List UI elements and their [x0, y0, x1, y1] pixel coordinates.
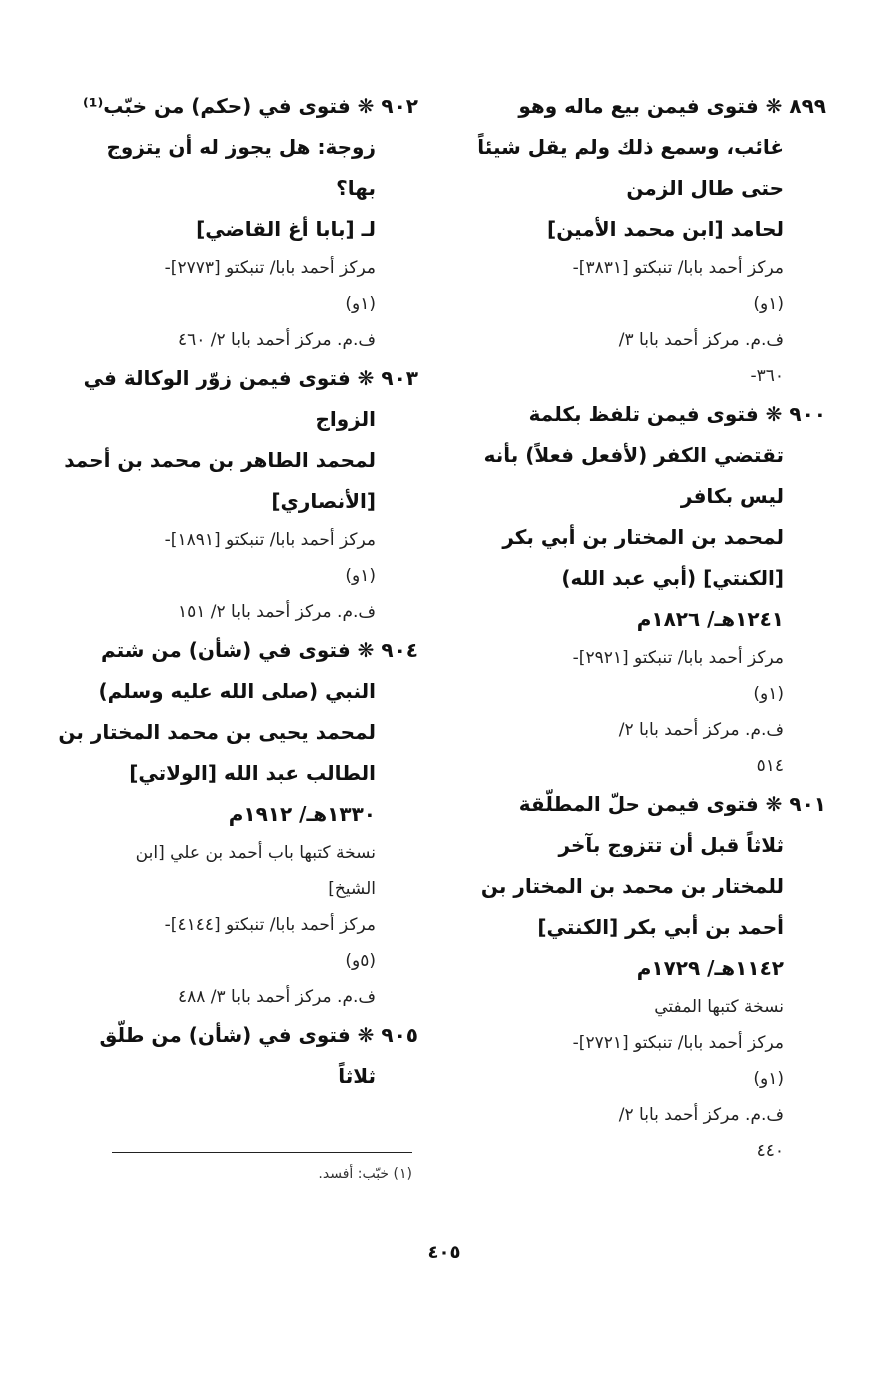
catalog-entry — [466, 394, 826, 784]
entry-title-line: ٩٠٠ ❋ فتوى فيمن تلفظ بكلمة — [528, 402, 826, 426]
entry-title-line: الزواج — [315, 407, 376, 431]
entry-author-line: ١٢٤١هـ/ ١٨٢٦م — [636, 607, 784, 631]
entry-title-line: حتى طال الزمن — [626, 176, 784, 200]
catalog-entry — [70, 86, 418, 358]
entry-title-line: زوجة: هل يجوز له أن يتزوج — [106, 135, 376, 159]
entry-manuscript-line: مركز أحمد بابا/ تنبكتو [٣٨٣١]- — [572, 258, 784, 278]
catalog-entry — [466, 784, 826, 1169]
column-right — [466, 86, 826, 1169]
entry-author-line: لمحمد يحيى بن محمد المختار بن — [58, 720, 376, 744]
entry-author-line: الطالب عبد الله [الولاتي] — [129, 761, 376, 785]
entry-author-line: للمختار بن محمد بن المختار بن — [480, 874, 784, 898]
entry-title-line: النبي (صلى الله عليه وسلم) — [98, 679, 376, 703]
entry-reference-line: ف.م. مركز أحمد بابا ٢/ — [618, 720, 784, 740]
entry-title-line: ٩٠٢ ❋ فتوى في (حكم) من خبّب⁽¹⁾ — [82, 94, 418, 118]
entry-manuscript-line: مركز أحمد بابا/ تنبكتو [١٨٩١]- — [164, 530, 376, 550]
entry-title-line: ثلاثاً — [338, 1064, 376, 1088]
entry-title-line: ٩٠٤ ❋ فتوى في (شأن) من شتم — [100, 638, 418, 662]
entry-reference-line: ف.م. مركز أحمد بابا ٢/ ١٥١ — [177, 602, 376, 622]
entry-reference-line: ف.م. مركز أحمد بابا ٢/ — [618, 1105, 784, 1125]
entry-title-line: ٩٠١ ❋ فتوى فيمن حلّ المطلّقة — [518, 792, 826, 816]
entry-reference-line: ف.م. مركز أحمد بابا ٢/ ٤٦٠ — [177, 330, 376, 350]
entry-reference-line: ف.م. مركز أحمد بابا ٣/ — [618, 330, 784, 350]
entry-manuscript-line: مركز أحمد بابا/ تنبكتو [٢٧٧٣]- — [164, 258, 376, 278]
entry-title-line: تقتضي الكفر (لأفعل فعلاً) بأنه — [483, 443, 784, 467]
entry-title-line: ليس بكافر — [680, 484, 784, 508]
entry-author-line: لمحمد بن المختار بن أبي بكر — [502, 525, 784, 549]
entry-manuscript-line: (١و) — [753, 1069, 784, 1089]
entry-author-line: ١١٤٢هـ/ ١٧٢٩م — [636, 956, 784, 980]
entry-author-line: [الكنتي] (أبي عبد الله) — [561, 566, 784, 590]
entry-note-line: نسخة كتبها المفتي — [654, 997, 784, 1017]
entry-author-line: لمحمد الطاهر بن محمد بن أحمد — [64, 448, 376, 472]
entry-manuscript-line: مركز أحمد بابا/ تنبكتو [٤١٤٤]- — [164, 915, 376, 935]
catalog-entry — [466, 86, 826, 394]
entry-note-line: نسخة كتبها باب أحمد بن علي [ابن — [135, 843, 376, 863]
entry-title-line: ٩٠٥ ❋ فتوى في (شأن) من طلّق — [99, 1023, 418, 1047]
entry-title-line: ٩٠٣ ❋ فتوى فيمن زوّر الوكالة في — [83, 366, 418, 390]
entry-author-line: ١٣٣٠هـ/ ١٩١٢م — [228, 802, 376, 826]
entry-title-line: بها؟ — [336, 176, 376, 200]
entry-manuscript-line: مركز أحمد بابا/ تنبكتو [٢٧٢١]- — [572, 1033, 784, 1053]
entry-manuscript-line: (٥و) — [345, 951, 376, 971]
entry-reference-line: ٣٦٠- — [750, 366, 784, 386]
column-left — [58, 86, 418, 1097]
entry-manuscript-line: (١و) — [345, 566, 376, 586]
entry-author-line: [الأنصاري] — [271, 489, 376, 513]
entry-author-line: أحمد بن أبي بكر [الكنتي] — [537, 915, 784, 939]
entry-manuscript-line: (١و) — [753, 294, 784, 314]
entry-author-line: لحامد [ابن محمد الأمين] — [547, 217, 784, 241]
entry-note-line: الشيخ] — [328, 879, 376, 899]
catalog-entry — [64, 358, 418, 630]
entry-manuscript-line: مركز أحمد بابا/ تنبكتو [٢٩٢١]- — [572, 648, 784, 668]
entry-manuscript-line: (١و) — [345, 294, 376, 314]
page-number: ٤٠٥ — [427, 1242, 461, 1263]
entry-author-line: لـ [بابا أغ القاضي] — [196, 217, 376, 241]
entry-title-line: ثلاثاً قبل أن تتزوج بآخر — [558, 833, 784, 857]
catalog-entry — [70, 1015, 418, 1097]
entry-title-line: غائب، وسمع ذلك ولم يقل شيئاً — [477, 135, 784, 159]
entry-reference-line: ٥١٤ — [756, 756, 784, 776]
entry-reference-line: ٤٤٠ — [756, 1141, 784, 1161]
entry-reference-line: ف.م. مركز أحمد بابا ٣/ ٤٨٨ — [177, 987, 376, 1007]
entry-title-line: ٨٩٩ ❋ فتوى فيمن بيع ماله وهو — [518, 94, 826, 118]
entry-manuscript-line: (١و) — [753, 684, 784, 704]
catalog-entry — [58, 630, 418, 1015]
footnote-rule — [112, 1152, 412, 1153]
footnote: (١) خبّب: أفسد. — [318, 1166, 412, 1182]
